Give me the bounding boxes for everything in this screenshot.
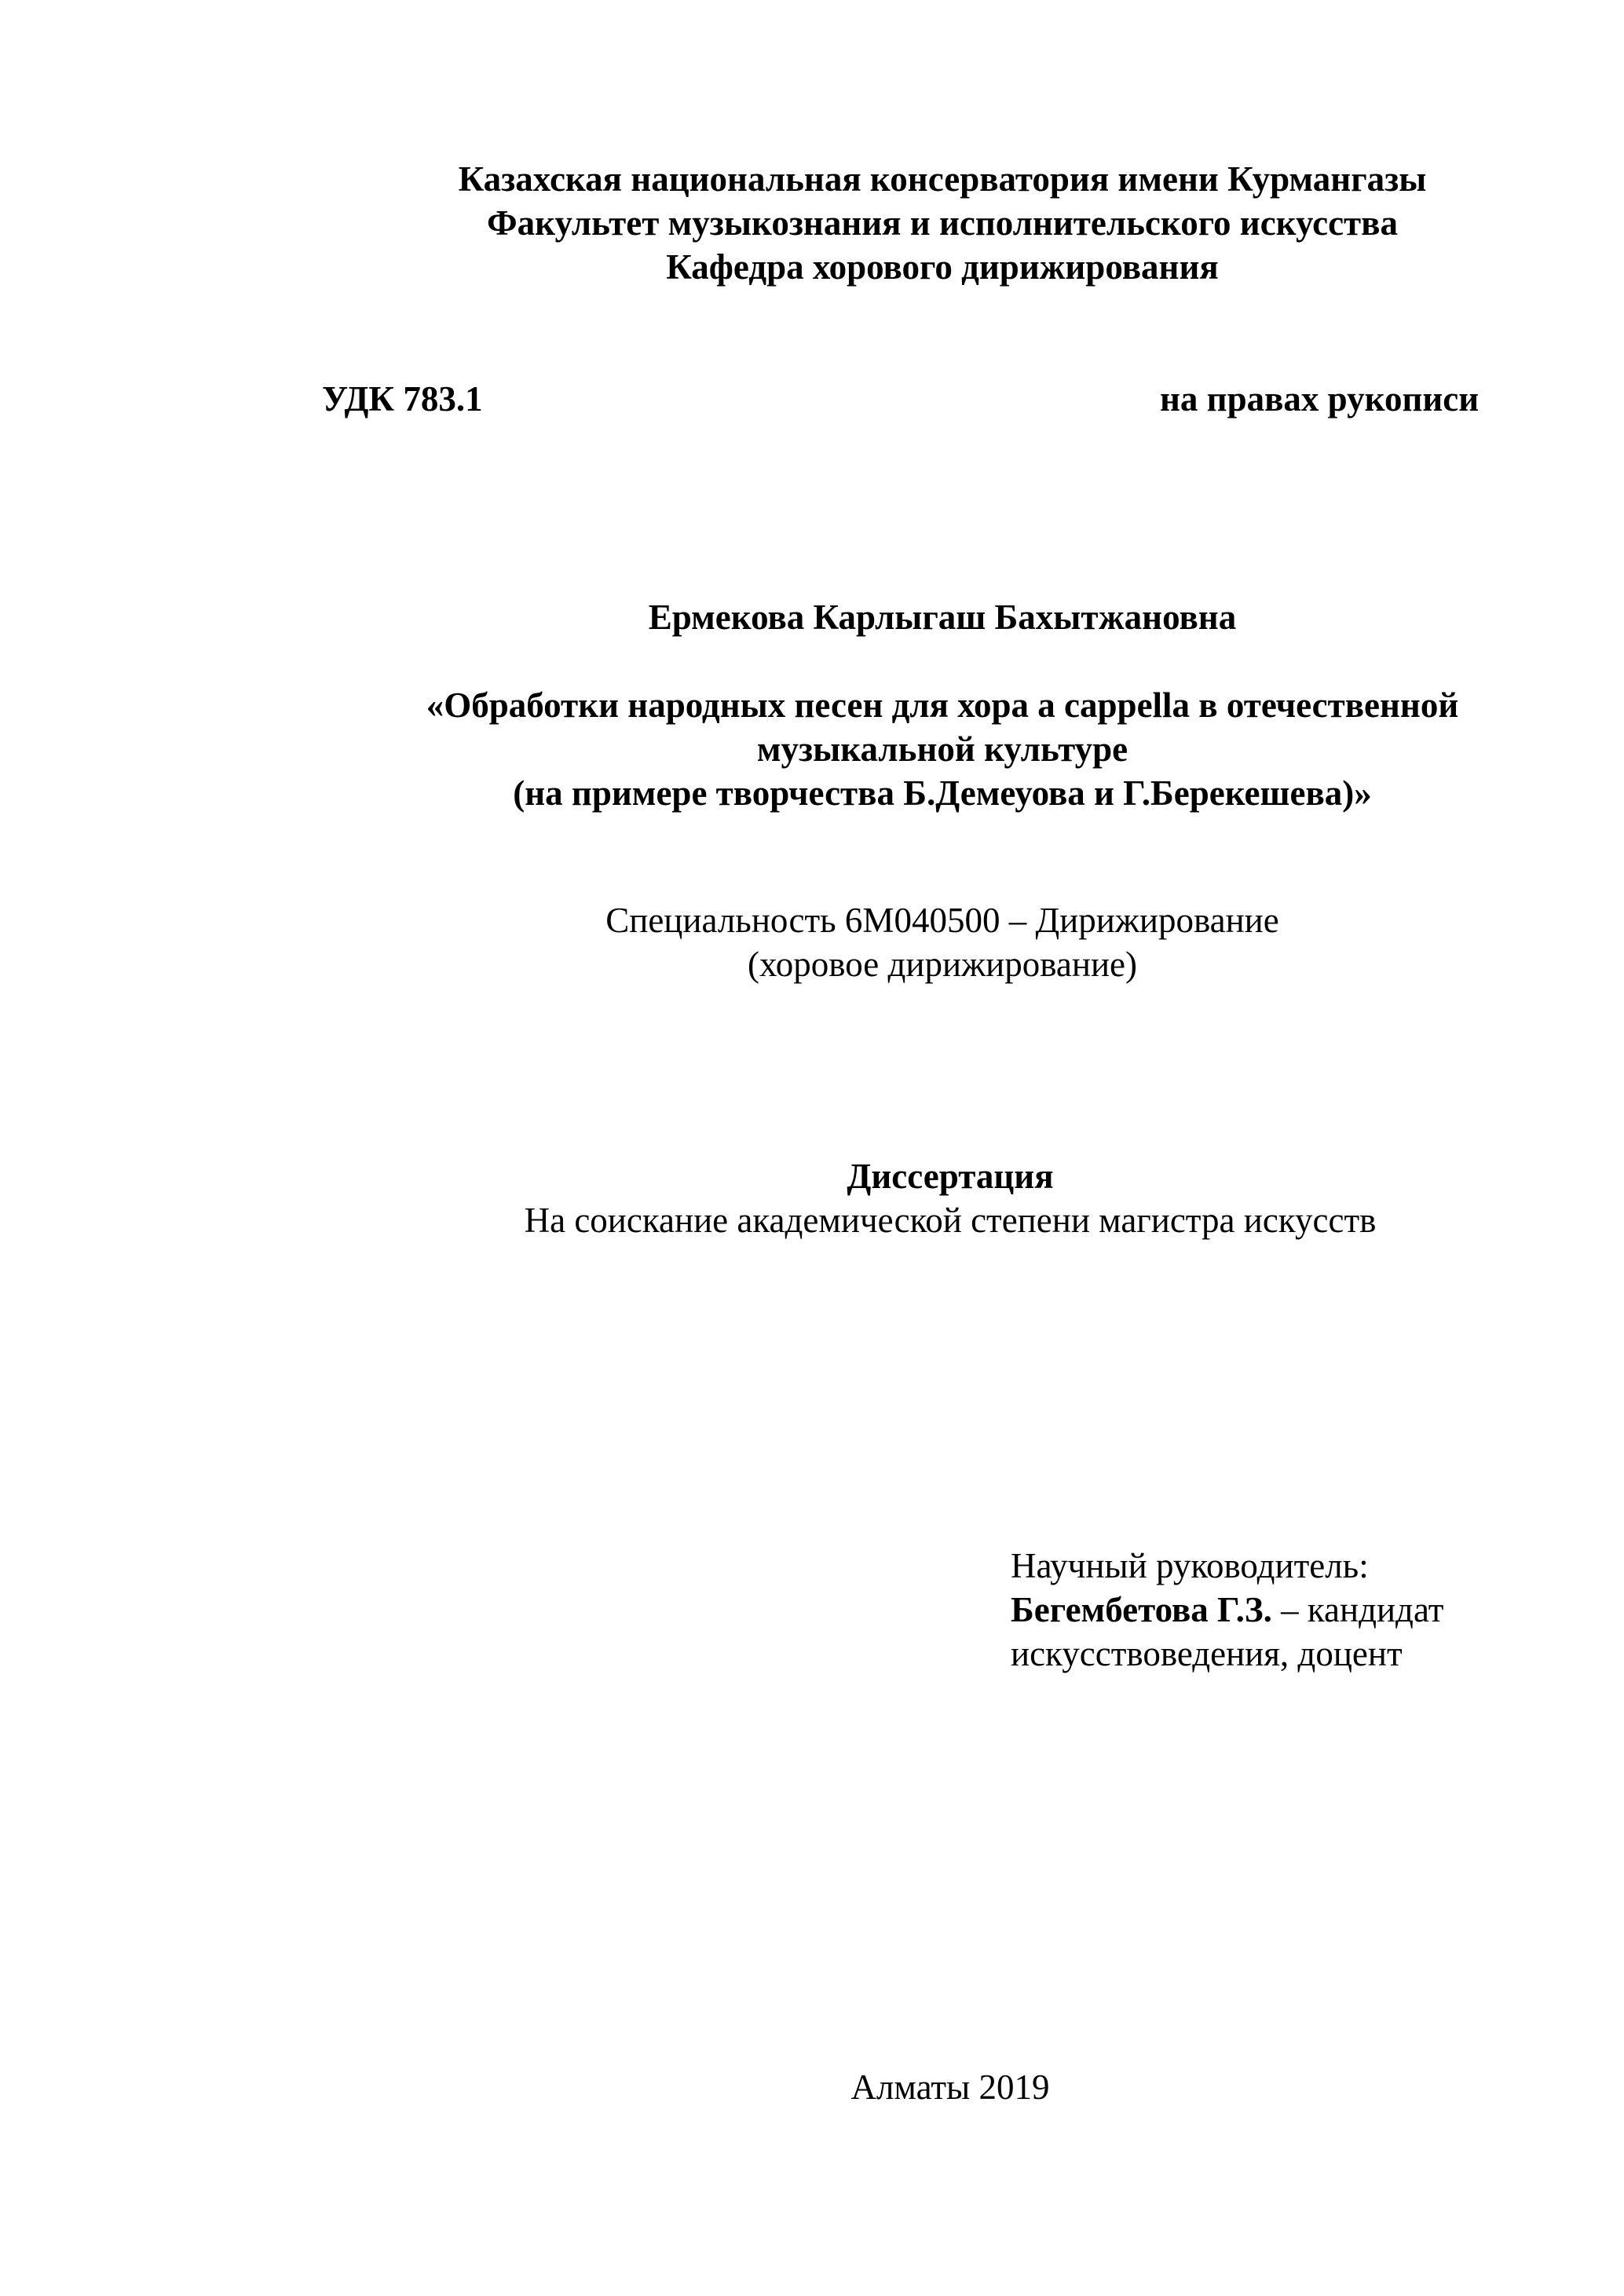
supervisor-title: искусствоведения, доцент [1011, 1634, 1403, 1673]
supervisor-name: Бегембетова Г.З. [1011, 1590, 1272, 1629]
dissertation-subtitle: На соискание академической степени магистра искусств [524, 1201, 1377, 1240]
title-line-3: (на примере творчества Б.Демеуова и Г.Берекешева)» [513, 773, 1372, 813]
faculty-name: Факультет музыкознания и исполнительского искусства [487, 203, 1398, 243]
title-line-1: «Обработки народных песен для хора a cappella в отечественной [426, 686, 1459, 725]
supervisor-label: Научный руководитель: [1011, 1546, 1369, 1585]
specialty-line-1: Специальность 6М040500 – Дирижирование [605, 901, 1279, 940]
dissertation-heading: Диссертация [847, 1157, 1054, 1196]
institution-name: Казахская национальная консерватория имени Курмангазы [458, 159, 1427, 199]
supervisor-name-line [1011, 1588, 1443, 1632]
title-line-2: музыкальной культуре [756, 729, 1128, 769]
department-name: Кафедра хорового дирижирования [666, 247, 1219, 287]
author-name: Ермекова Карлыгаш Бахытжановна [648, 598, 1237, 637]
supervisor-degree: – кандидат [1271, 1590, 1444, 1629]
manuscript-rights: на правах рукописи [1160, 379, 1480, 419]
specialty-line-2: (хоровое дирижирование) [748, 945, 1137, 984]
udk-code: УДК 783.1 [322, 379, 483, 419]
city-year: Алматы 2019 [850, 2067, 1050, 2107]
